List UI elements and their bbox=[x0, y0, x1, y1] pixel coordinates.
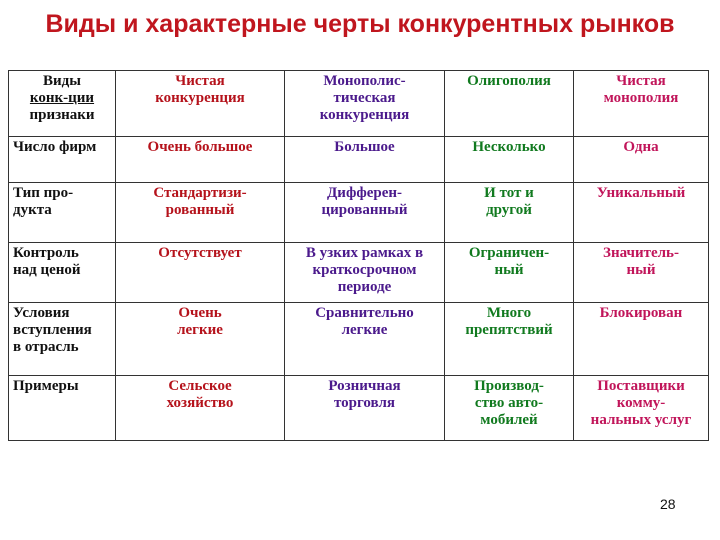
corner-line: конк-ции bbox=[29, 90, 95, 106]
table-cell bbox=[285, 137, 445, 183]
label-line: дукта bbox=[13, 202, 52, 218]
table-cell bbox=[574, 243, 709, 303]
header-line: Монополис- bbox=[323, 73, 406, 89]
page-title: Виды и характерные черты конкурентных рынков bbox=[45, 10, 675, 38]
table-cell bbox=[285, 303, 445, 376]
cell-line: Ограничен- bbox=[468, 245, 550, 261]
header-line: Чистая bbox=[175, 73, 225, 89]
cell-line: Сравнительно bbox=[315, 305, 414, 321]
label-line: в отрасль bbox=[13, 339, 79, 355]
label-line: вступления bbox=[13, 322, 92, 338]
label-line: Число фирм bbox=[13, 139, 97, 155]
cell-line: Очень большое bbox=[147, 139, 253, 155]
table-cell bbox=[574, 376, 709, 441]
table-row bbox=[9, 303, 709, 376]
header-line: монополия bbox=[603, 90, 679, 106]
label-line: Тип про- bbox=[13, 185, 74, 201]
table-cell bbox=[285, 376, 445, 441]
cell-line: Уникальный bbox=[596, 185, 686, 201]
cell-line: мобилей bbox=[480, 412, 538, 428]
table-cell bbox=[445, 243, 574, 303]
table-row bbox=[9, 243, 709, 303]
cell-line: Производ- bbox=[474, 378, 544, 394]
market-types-table bbox=[8, 70, 709, 441]
table-cell bbox=[285, 243, 445, 303]
cell-line: ный bbox=[494, 262, 524, 278]
cell-line: цированный bbox=[321, 202, 408, 218]
table-cell bbox=[116, 303, 285, 376]
cell-line: Много bbox=[486, 305, 532, 321]
header-line: конкуренция bbox=[155, 90, 245, 106]
label-line: Контроль bbox=[13, 245, 79, 261]
cell-line: И тот и bbox=[484, 185, 534, 201]
cell-line: ство авто- bbox=[474, 395, 544, 411]
corner-header-cell bbox=[9, 71, 116, 137]
cell-line: другой bbox=[486, 202, 532, 218]
table-cell bbox=[116, 376, 285, 441]
cell-line: Отсутствует bbox=[158, 245, 242, 261]
corner-line: признаки bbox=[29, 107, 95, 123]
header-line: Чистая bbox=[616, 73, 666, 89]
cell-line: торговля bbox=[333, 395, 395, 411]
table-cell bbox=[116, 137, 285, 183]
cell-line: комму- bbox=[616, 395, 666, 411]
cell-line: препятствий bbox=[465, 322, 553, 338]
cell-line: легкие bbox=[341, 322, 388, 338]
cell-line: нальных услуг bbox=[590, 412, 692, 428]
header-line: конкуренция bbox=[319, 107, 410, 123]
cell-line: легкие bbox=[177, 322, 223, 338]
table-cell bbox=[445, 376, 574, 441]
row-label bbox=[9, 303, 116, 376]
page-number: 28 bbox=[660, 496, 676, 512]
cell-line: Блокирован bbox=[599, 305, 683, 321]
cell-line: Очень bbox=[178, 305, 222, 321]
table-cell bbox=[445, 137, 574, 183]
header-pure-monopoly bbox=[574, 71, 709, 137]
cell-line: Большое bbox=[334, 139, 395, 155]
cell-line: ный bbox=[626, 262, 656, 278]
header-oligopoly bbox=[445, 71, 574, 137]
header-line: Олигополия bbox=[467, 73, 551, 89]
table-cell bbox=[574, 137, 709, 183]
table-row bbox=[9, 137, 709, 183]
table-row bbox=[9, 376, 709, 441]
cell-line: Стандартизи- bbox=[153, 185, 247, 201]
table-cell bbox=[445, 303, 574, 376]
cell-line: Розничная bbox=[328, 378, 401, 394]
cell-line: Дифферен- bbox=[326, 185, 402, 201]
table-row bbox=[9, 183, 709, 243]
header-pure-competition bbox=[116, 71, 285, 137]
cell-line: Значитель- bbox=[603, 245, 679, 261]
table-cell bbox=[285, 183, 445, 243]
label-line: Условия bbox=[13, 305, 70, 321]
corner-line: Виды bbox=[43, 73, 81, 89]
table-cell bbox=[445, 183, 574, 243]
cell-line: Сельское bbox=[168, 378, 232, 394]
label-line: Примеры bbox=[13, 378, 79, 394]
table-cell bbox=[574, 303, 709, 376]
row-label bbox=[9, 183, 116, 243]
cell-line: краткосрочном bbox=[312, 262, 417, 278]
header-line: тическая bbox=[333, 90, 396, 106]
cell-line: рованный bbox=[165, 202, 235, 218]
cell-line: Одна bbox=[623, 139, 659, 155]
cell-line: хозяйство bbox=[166, 395, 234, 411]
row-label bbox=[9, 137, 116, 183]
row-label bbox=[9, 243, 116, 303]
header-monopolistic-competition bbox=[285, 71, 445, 137]
row-label bbox=[9, 376, 116, 441]
cell-line: Несколько bbox=[472, 139, 546, 155]
table-cell bbox=[116, 183, 285, 243]
cell-line: Поставщики bbox=[597, 378, 685, 394]
table-cell bbox=[116, 243, 285, 303]
table-cell bbox=[574, 183, 709, 243]
label-line: над ценой bbox=[13, 262, 81, 278]
cell-line: периоде bbox=[337, 279, 392, 295]
cell-line: В узких рамках в bbox=[305, 245, 424, 261]
table-header-row bbox=[9, 71, 709, 137]
